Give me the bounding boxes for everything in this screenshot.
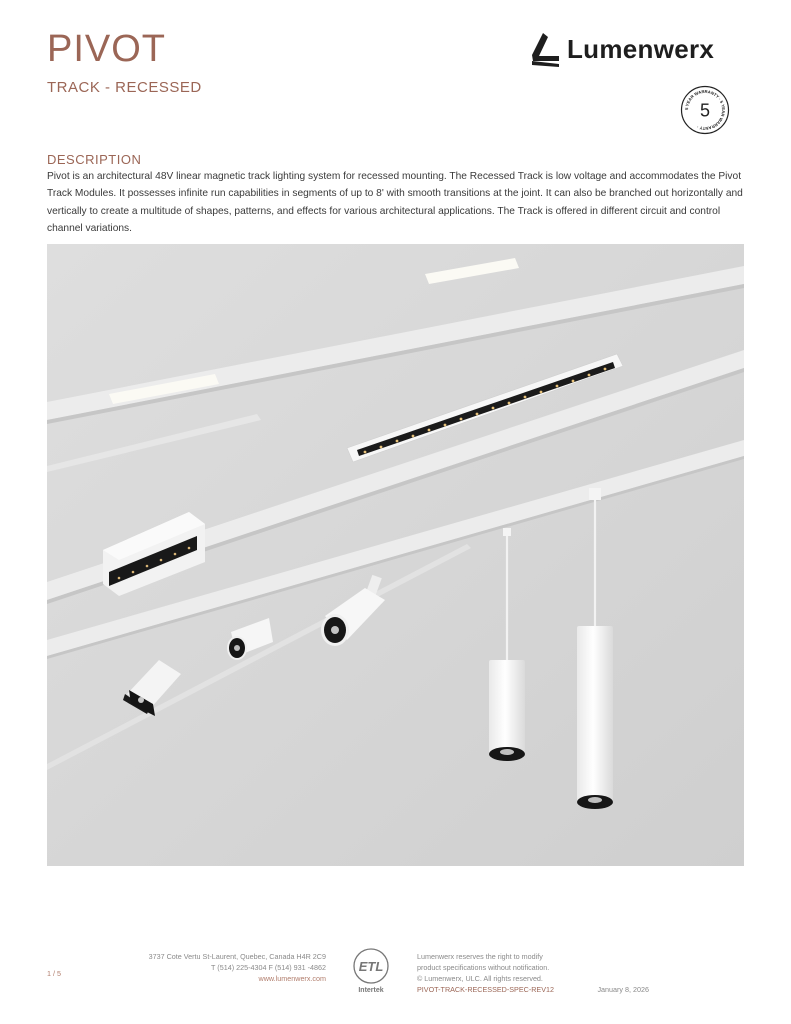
legal-line-1: Lumenwerx reserves the right to modify [417, 952, 543, 961]
document-number: PIVOT-TRACK-RECESSED-SPEC-REV12 [417, 985, 554, 994]
page-number: 1 / 5 [47, 969, 61, 978]
warranty-years: 5 [699, 100, 711, 121]
legal-line-2: product specifications without notification. [417, 963, 550, 972]
footer-address: 3737 Cote Vertu St-Laurent, Quebec, Canada H4R 2C9 [148, 952, 326, 961]
footer-address-block [100, 951, 326, 984]
warranty-badge-icon [680, 85, 730, 135]
track-lighting-illustration [47, 244, 744, 866]
warranty-ring-text: 5 YEAR WARRANTY · 5 YEAR WARRANTY · [683, 88, 727, 132]
etl-certification-icon [346, 944, 396, 994]
description-heading: DESCRIPTION [47, 152, 142, 167]
legal-line-3: © Lumenwerx, ULC. All rights reserved. [417, 974, 543, 983]
page-subtitle: TRACK - RECESSED [47, 79, 202, 96]
brand-logo-icon [529, 31, 563, 67]
brand-name: Lumenwerx [567, 33, 715, 64]
cert-mark: ETL [358, 959, 384, 974]
page-title: PIVOT [47, 28, 167, 70]
footer-phone: T (514) 225-4304 F (514) 931 -4862 [211, 963, 326, 972]
footer-legal-block [417, 951, 657, 995]
footer-website-link[interactable]: www.lumenwerx.com [258, 974, 326, 983]
document-date: January 8, 2026 [597, 985, 649, 994]
brand-logo [529, 29, 749, 69]
description-body: Pivot is an architectural 48V linear magnetic track lighting system for recessed mounting. The Recessed Track is low voltage and accommodates the Pivot Track Modules. It possesses infinite run capabilities in segments of up to 8' with smooth transitions at the joint. It can also be branched out horizontally and vertically to create a multitude of shapes, patterns, and effects for various architectural applications. The Track is offered in different circuit and control channel variations. [47, 171, 743, 234]
cert-label: Intertek [358, 987, 384, 994]
product-hero-image [47, 244, 744, 866]
